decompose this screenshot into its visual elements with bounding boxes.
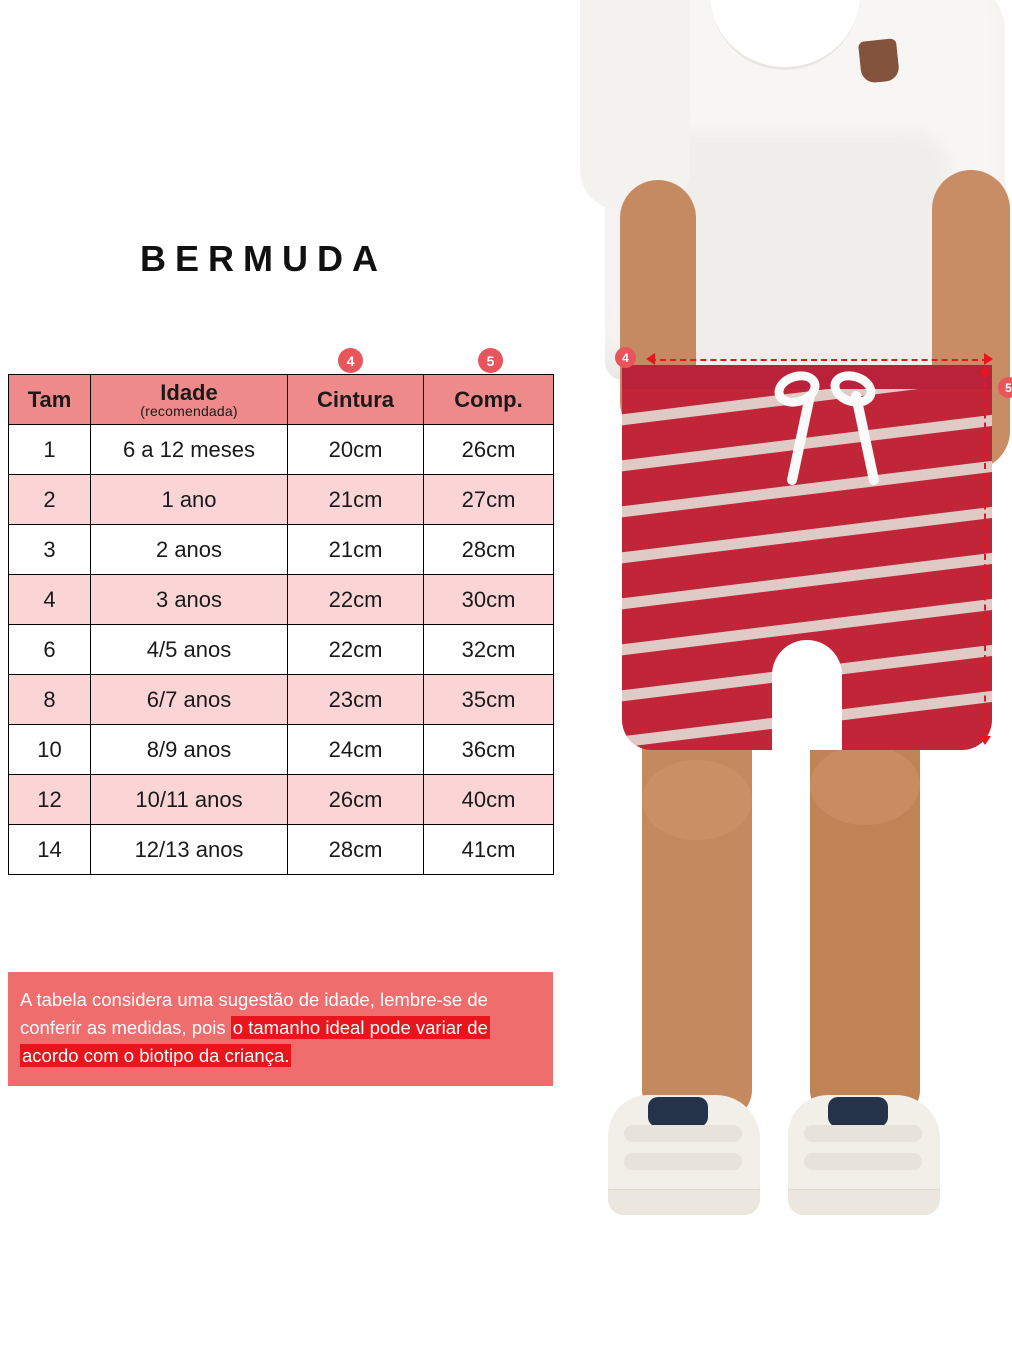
page-title: BERMUDA [140, 238, 387, 279]
table-row [9, 725, 554, 775]
cell-idade: 8/9 anos [91, 725, 288, 775]
cell-cintura: 23cm [288, 675, 424, 725]
shoe-left [608, 1095, 760, 1215]
header-idade-sublabel: (recomendada) [140, 402, 238, 419]
header-tam: Tam [9, 375, 91, 425]
cell-idade: 4/5 anos [91, 625, 288, 675]
cell-comp: 35cm [424, 675, 554, 725]
cell-comp: 26cm [424, 425, 554, 475]
cell-idade: 3 anos [91, 575, 288, 625]
cell-tam: 6 [9, 625, 91, 675]
header-idade [91, 375, 288, 425]
cell-idade: 6/7 anos [91, 675, 288, 725]
cell-idade: 12/13 anos [91, 825, 288, 875]
marker-length-table: 5 [478, 348, 503, 373]
cell-cintura: 26cm [288, 775, 424, 825]
cell-tam: 2 [9, 475, 91, 525]
cell-tam: 12 [9, 775, 91, 825]
tshirt-sleeve-left [580, 0, 690, 210]
cell-tam: 3 [9, 525, 91, 575]
marker-length-photo: 5 [998, 377, 1012, 398]
product-photo [560, 0, 1012, 1350]
cell-comp: 41cm [424, 825, 554, 875]
cell-cintura: 22cm [288, 575, 424, 625]
photo-illustration [560, 0, 1012, 1350]
cell-cintura: 28cm [288, 825, 424, 875]
marker-waist-table: 4 [338, 348, 363, 373]
table-row [9, 825, 554, 875]
length-measure-arrow-top [979, 366, 991, 375]
cell-idade: 10/11 anos [91, 775, 288, 825]
cell-comp: 32cm [424, 625, 554, 675]
table-row [9, 525, 554, 575]
shorts-drawstring [768, 372, 898, 492]
shorts-crotch-gap [772, 640, 842, 750]
cell-tam: 10 [9, 725, 91, 775]
size-table [8, 374, 554, 875]
cell-tam: 8 [9, 675, 91, 725]
table-row [9, 425, 554, 475]
cell-cintura: 24cm [288, 725, 424, 775]
cell-idade: 1 ano [91, 475, 288, 525]
cell-idade: 6 a 12 meses [91, 425, 288, 475]
cell-comp: 30cm [424, 575, 554, 625]
disclaimer-note [8, 972, 553, 1086]
table-row [9, 575, 554, 625]
cell-tam: 14 [9, 825, 91, 875]
table-row [9, 475, 554, 525]
table-header-row [9, 375, 554, 425]
cell-cintura: 21cm [288, 475, 424, 525]
header-comp: Comp. [424, 375, 554, 425]
header-cintura: Cintura [288, 375, 424, 425]
length-measure-line [984, 372, 986, 742]
size-table-wrapper [8, 374, 553, 875]
waist-measure-line [650, 359, 988, 361]
waist-measure-arrow-left [646, 353, 655, 365]
cell-tam: 1 [9, 425, 91, 475]
table-row [9, 675, 554, 725]
waist-measure-arrow-right [984, 353, 993, 365]
cell-cintura: 22cm [288, 625, 424, 675]
cell-idade: 2 anos [91, 525, 288, 575]
table-body [9, 425, 554, 875]
length-measure-arrow-bottom [979, 736, 991, 745]
chest-logo-icon [858, 38, 900, 84]
cell-comp: 28cm [424, 525, 554, 575]
table-row [9, 625, 554, 675]
cell-comp: 40cm [424, 775, 554, 825]
note-highlight-text: o tamanho ideal pode variar de acordo com o biotipo da criança. [22, 1017, 488, 1067]
cell-tam: 4 [9, 575, 91, 625]
knee-right [810, 745, 920, 825]
cell-cintura: 20cm [288, 425, 424, 475]
note-plain-text: A tabela considera uma sugestão de idade, lembre-se de conferir as medidas, pois [20, 989, 488, 1039]
table-row [9, 775, 554, 825]
cell-comp: 27cm [424, 475, 554, 525]
knee-left [642, 760, 752, 840]
table-header [9, 375, 554, 425]
cell-cintura: 21cm [288, 525, 424, 575]
header-idade-label: Idade [160, 379, 218, 405]
marker-waist-photo: 4 [615, 347, 636, 368]
shoe-right [788, 1095, 940, 1215]
cell-comp: 36cm [424, 725, 554, 775]
